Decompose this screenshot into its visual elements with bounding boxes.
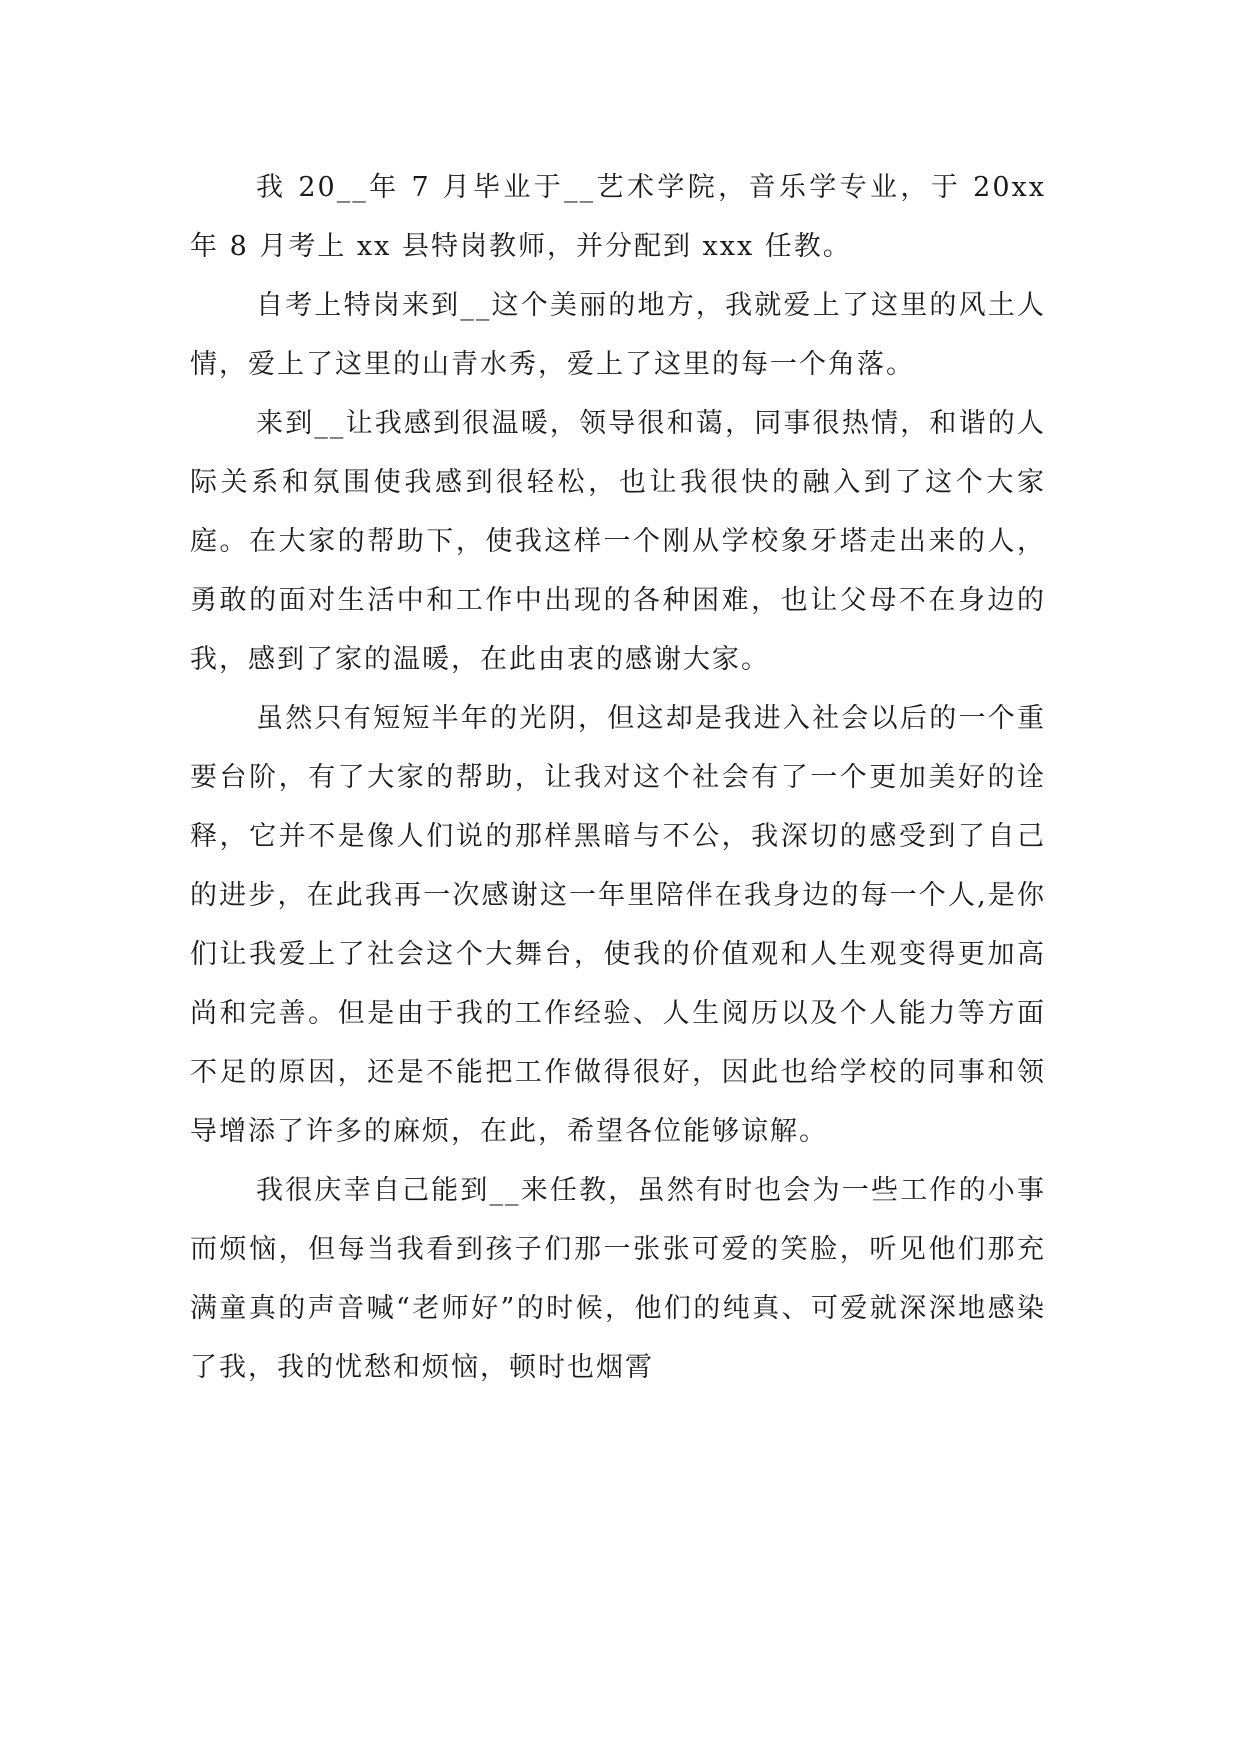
paragraph-1: 我 20__年 7 月毕业于__艺术学院，音乐学专业，于 20xx 年 8 月考上 xx 县特岗教师，并分配到 xxx 任教。 bbox=[190, 172, 1057, 262]
paragraph-3: 来到__让我感到很温暖，领导很和蔼，同事很热情，和谐的人际关系和氛围使我感到很轻松，也让我很快的融入到了这个大家庭。在大家的帮助下，使我这样一个刚从学校象牙塔走出来的人，勇敢的面对生活中和工作中出现的各种困难，也让父母不在身边的我，感到了家的温暖，在此由衷的感谢大家。 bbox=[190, 408, 1046, 675]
paragraph-4: 虽然只有短短半年的光阴，但这却是我进入社会以后的一个重要台阶，有了大家的帮助，让我对这个社会有了一个更加美好的诠释，它并不是像人们说的那样黑暗与不公，我深切的感受到了自己的进步，在此我再一次感谢这一年里陪伴在我身边的每一个人,是你们让我爱上了社会这个大舞台，使我的价值观和人生观变得更加高尚和完善。但是由于我的工作经验、人生阅历以及个人能力等方面不足的原因，还是不能把工作做得很好，因此也给学校的同事和领导增添了许多的麻烦，在此，希望各位能够谅解。 bbox=[190, 703, 1046, 1147]
paragraph-5: 我很庆幸自己能到__来任教，虽然有时也会为一些工作的小事而烦恼，但每当我看到孩子们那一张张可爱的笑脸，听见他们那充满童真的声音喊“老师好”的时候，他们的纯真、可爱就深深地感染了我，我的忧愁和烦恼，顿时也烟霄 bbox=[190, 1175, 1046, 1383]
document-body bbox=[190, 158, 1057, 1397]
paragraph-2: 自考上特岗来到__这个美丽的地方，我就爱上了这里的风土人情，爱上了这里的山青水秀，爱上了这里的每一个角落。 bbox=[190, 290, 1046, 380]
